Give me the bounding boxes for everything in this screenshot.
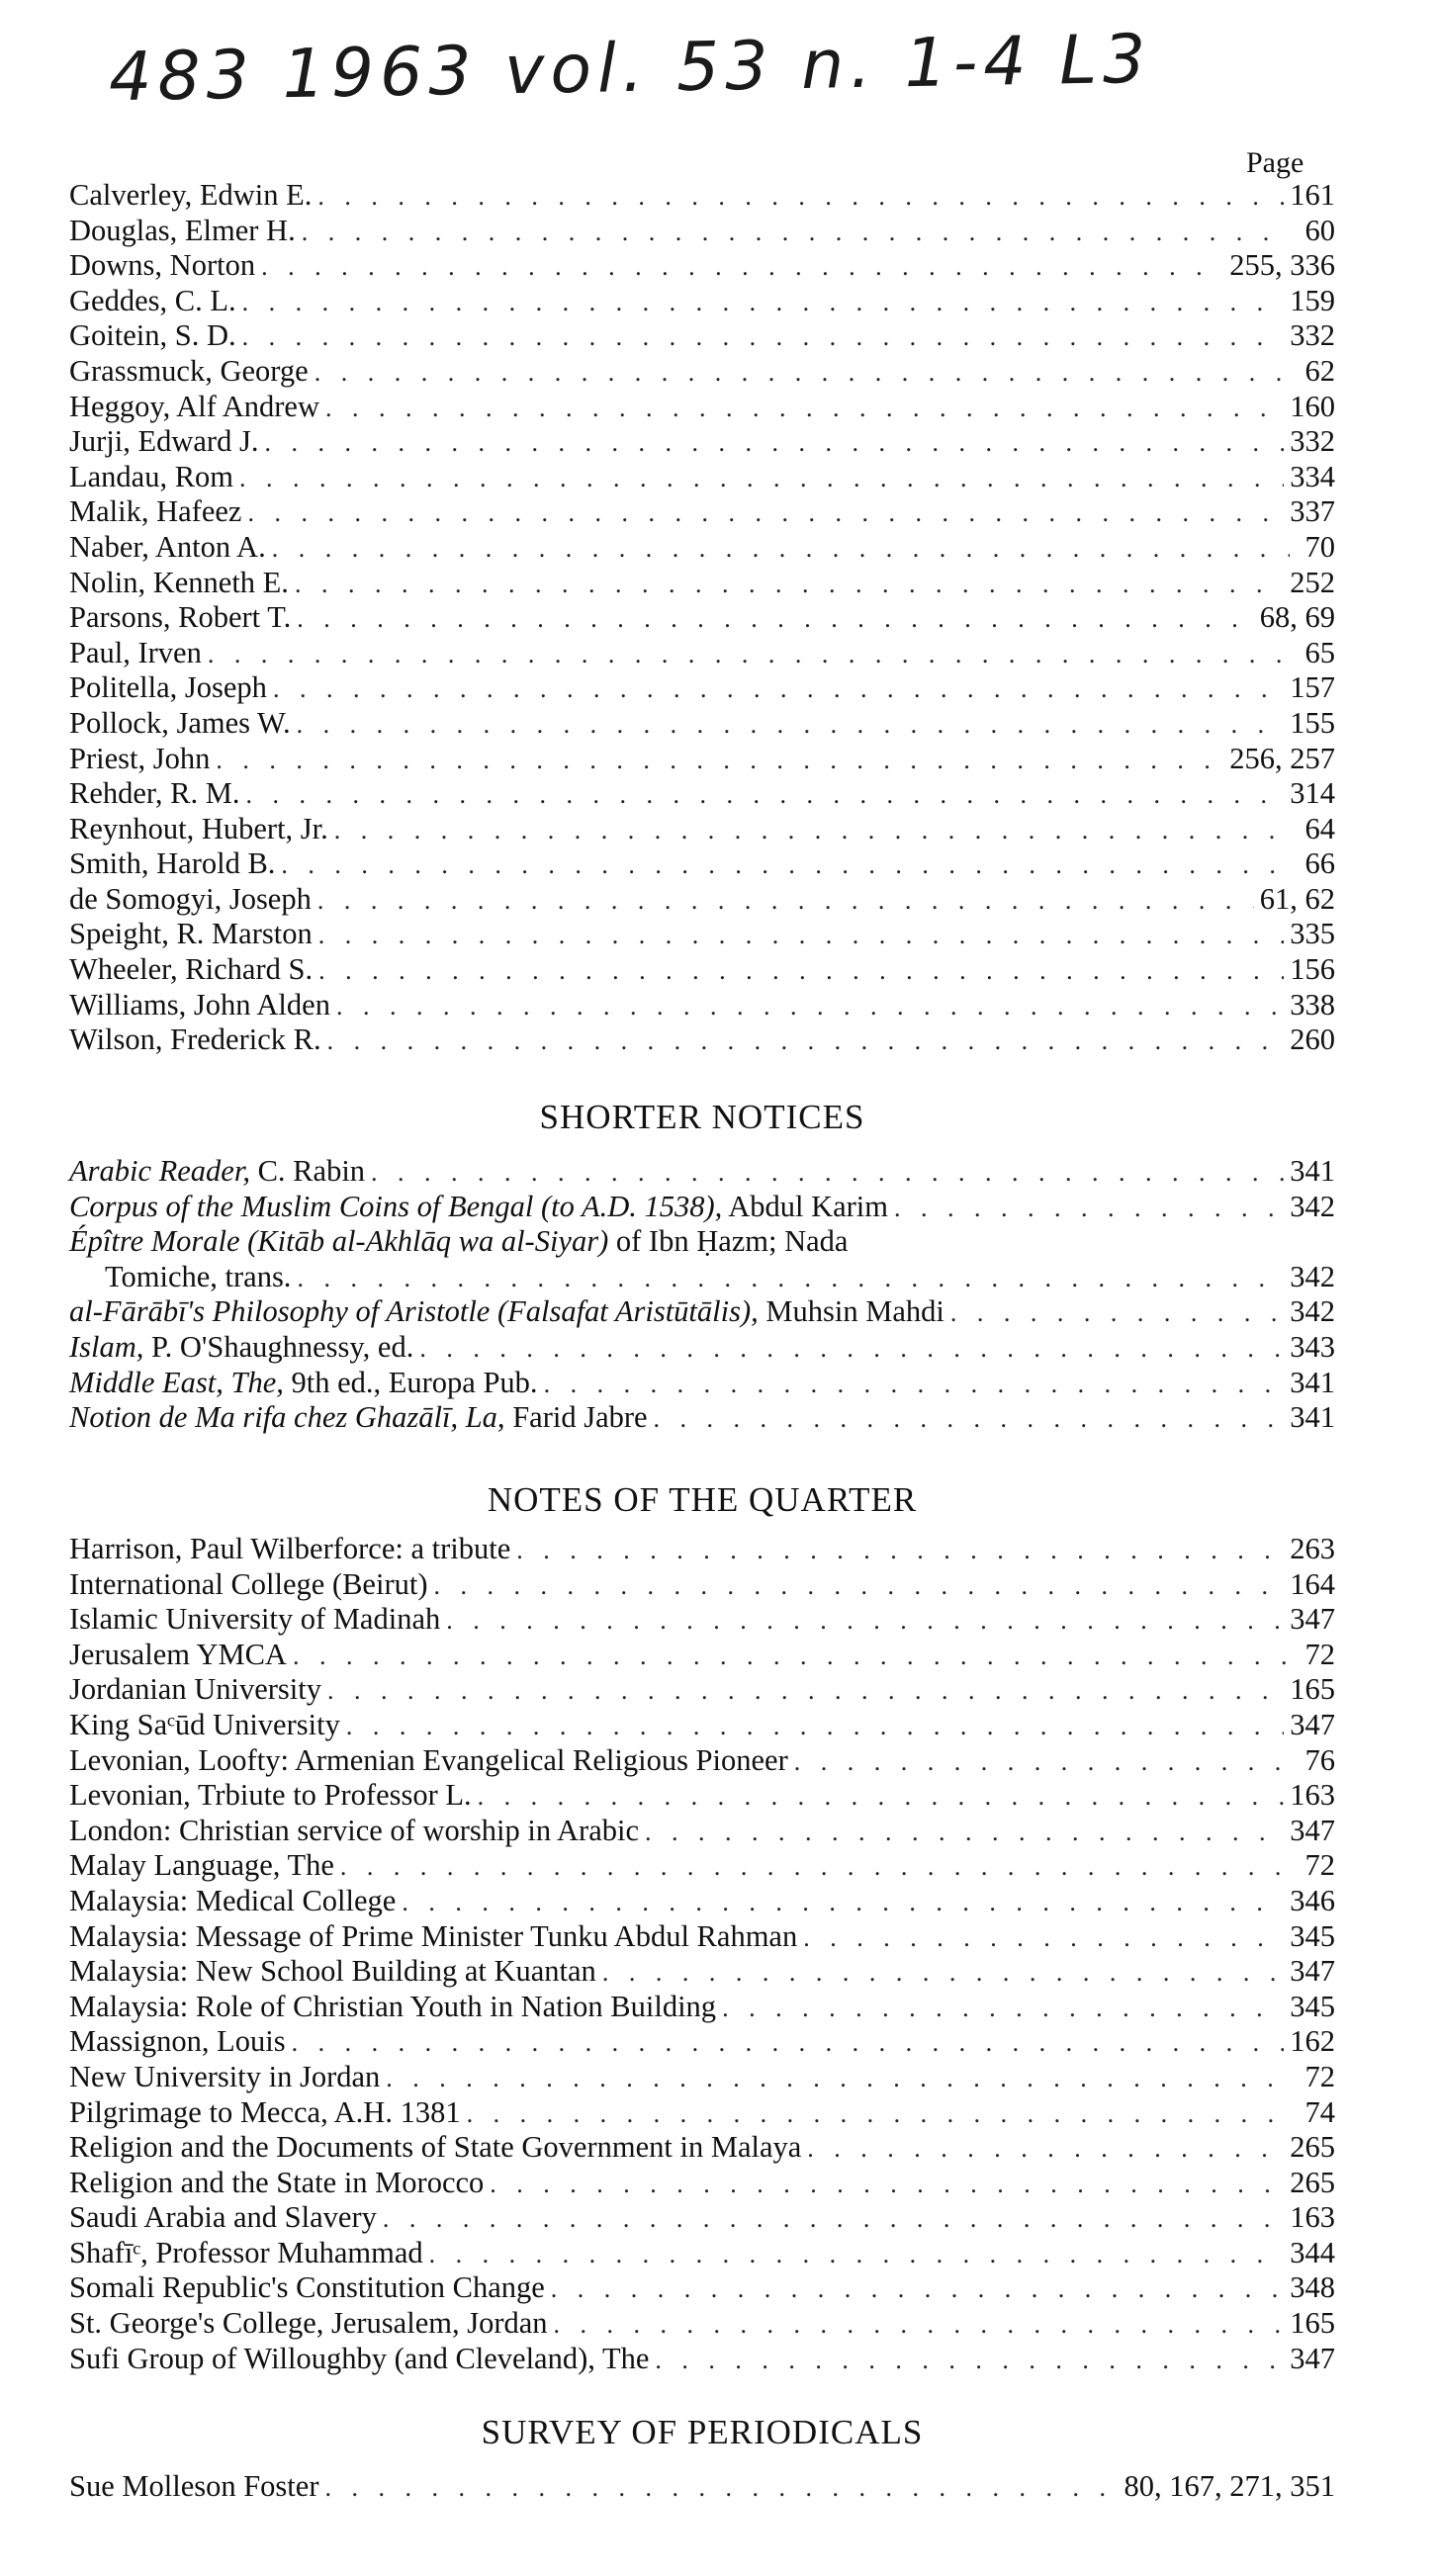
entry-name: Islamic University of Madinah	[69, 1602, 441, 1637]
dot-leader	[327, 1023, 1285, 1059]
index-entry	[69, 776, 1335, 812]
entry-name: Nolin, Kenneth E.	[69, 565, 289, 599]
index-entry	[69, 1672, 1335, 1708]
dot-leader	[247, 495, 1284, 531]
dot-leader	[242, 319, 1285, 355]
dot-leader	[264, 425, 1284, 461]
dot-leader	[402, 1885, 1284, 1920]
dot-leader	[317, 883, 1254, 919]
entry-page: 76	[1304, 1742, 1335, 1777]
dot-leader	[261, 249, 1223, 285]
notes-of-quarter-heading: NOTES OF THE QUARTER	[487, 1480, 918, 1519]
entry-page: 70	[1304, 529, 1335, 564]
dot-leader	[242, 285, 1285, 320]
entry-name: Calverley, Edwin E.	[69, 178, 313, 212]
index-entry	[69, 742, 1335, 777]
entry-page: 332	[1290, 318, 1335, 353]
dot-leader	[429, 2237, 1285, 2272]
entry-name: Sufi Group of Willoughby (and Cleveland), The	[69, 2341, 650, 2375]
entry-name: Shafīᶜ, Professor Muhammad	[69, 2235, 423, 2269]
entry-page: 337	[1290, 494, 1335, 529]
entry-page: 347	[1290, 1954, 1335, 1989]
index-entry	[69, 1022, 1335, 1058]
dot-leader	[245, 777, 1284, 813]
dot-leader	[807, 2131, 1284, 2167]
dot-leader	[292, 2025, 1285, 2061]
entry-name: Levonian, Trbiute to Professor L.	[69, 1778, 472, 1813]
dot-leader	[324, 2470, 1118, 2506]
entry-name: Jurji, Edward J.	[69, 424, 259, 459]
notice-entry	[69, 1190, 1335, 1225]
notice-line	[69, 1224, 1335, 1260]
dot-leader	[478, 1779, 1285, 1815]
index-entry	[69, 988, 1335, 1023]
entry-name: London: Christian service of worship in Arabic	[69, 1813, 640, 1847]
notice-author: Abdul Karim	[722, 1189, 889, 1223]
entry-name: Douglas, Elmer H.	[69, 213, 296, 247]
index-entry	[69, 1814, 1335, 1849]
entry-page: 345	[1290, 1918, 1335, 1953]
entry-page: 341	[1290, 1400, 1335, 1435]
entry-page: 60	[1304, 213, 1335, 247]
entry-page: 66	[1304, 846, 1335, 881]
notice-title: Arabic Reader,	[69, 1154, 250, 1188]
index-entry	[69, 882, 1335, 918]
entry-name: Malaysia: Role of Christian Youth in Nation Building	[69, 1989, 717, 2023]
entry-name: de Somogyi, Joseph	[69, 881, 312, 916]
notice-title: al-Fārābī's Philosophy of Aristotle (Falsafat Aristūtālis),	[69, 1294, 759, 1329]
index-entry	[69, 284, 1335, 319]
dot-leader	[516, 1533, 1284, 1568]
entry-name: Pollock, James W.	[69, 705, 291, 740]
notice-text	[69, 1366, 544, 1401]
index-entry	[69, 2469, 1335, 2505]
notice-author: P. O'Shaughnessy, ed.	[143, 1329, 414, 1364]
entry-page: 334	[1290, 459, 1335, 493]
entry-page: 160	[1290, 389, 1335, 423]
index-entry	[69, 706, 1335, 742]
index-entry	[69, 460, 1335, 495]
entry-name: Malaysia: Message of Prime Minister Tunku Abdul Rahman	[69, 1918, 798, 1953]
entry-page: 72	[1304, 1637, 1335, 1671]
index-entry	[69, 354, 1335, 390]
survey-heading: SURVEY OF PERIODICALS	[481, 2413, 924, 2451]
entry-page: 347	[1290, 1707, 1335, 1741]
dot-leader	[297, 1261, 1284, 1296]
index-entry	[69, 494, 1335, 530]
dot-leader	[419, 1331, 1284, 1367]
index-entry	[69, 2130, 1335, 2166]
index-entry	[69, 1848, 1335, 1884]
entry-name: Smith, Harold B.	[69, 846, 276, 881]
index-entry	[69, 390, 1335, 425]
notice-line	[69, 1260, 1335, 1295]
entry-page: 260	[1290, 1022, 1335, 1057]
dot-leader	[273, 671, 1284, 707]
notice-title: Middle East, The,	[69, 1365, 284, 1399]
dot-leader	[208, 637, 1290, 672]
entry-name: Malaysia: New School Building at Kuantan	[69, 1954, 596, 1989]
dot-leader	[302, 215, 1290, 250]
entry-name: Religion and the Documents of State Government in Malaya	[69, 2130, 802, 2165]
entry-page: 252	[1290, 565, 1335, 599]
notice-entry	[69, 1330, 1335, 1366]
notice-entry	[69, 1294, 1335, 1330]
index-entry	[69, 1638, 1335, 1673]
entry-page: 156	[1290, 952, 1335, 987]
entry-name: Levonian, Loofty: Armenian Evangelical Religious Pioneer	[69, 1742, 788, 1777]
dot-leader	[645, 1815, 1284, 1850]
entry-page: 342	[1290, 1259, 1335, 1293]
index-entry	[69, 1954, 1335, 1990]
entry-page: 68, 69	[1259, 600, 1335, 635]
dot-leader	[602, 1955, 1284, 1991]
entry-page: 80, 167, 271, 351	[1123, 2469, 1335, 2503]
entry-page: 162	[1290, 2024, 1335, 2059]
dot-leader	[336, 989, 1284, 1024]
entry-page: 344	[1290, 2235, 1335, 2269]
entry-page: 335	[1290, 917, 1335, 951]
authors-list	[69, 178, 1335, 1058]
dot-leader	[317, 179, 1284, 215]
notice-text	[69, 1294, 950, 1330]
notice-text	[69, 1400, 654, 1436]
dot-leader	[318, 918, 1285, 953]
entry-page: 61, 62	[1259, 881, 1335, 916]
dot-leader	[446, 1603, 1284, 1639]
entry-page: 159	[1290, 283, 1335, 317]
entry-page: 163	[1290, 1778, 1335, 1813]
entry-page: 343	[1290, 1329, 1335, 1364]
dot-leader	[434, 1568, 1285, 1604]
index-entry	[69, 636, 1335, 671]
entry-name: New University in Jordan	[69, 2059, 381, 2093]
index-entry	[69, 2166, 1335, 2201]
notice-entry	[69, 1366, 1335, 1401]
index-entry	[69, 318, 1335, 354]
entry-page: 62	[1304, 353, 1335, 388]
entry-name: Harrison, Paul Wilberforce: a tribute	[69, 1532, 511, 1565]
index-entry	[69, 812, 1335, 847]
entry-page: 165	[1290, 1672, 1335, 1707]
dot-leader	[467, 2096, 1290, 2132]
entry-name: Grassmuck, George	[69, 353, 309, 388]
dot-leader	[490, 2167, 1284, 2202]
entry-page: 342	[1290, 1189, 1335, 1223]
dot-leader	[551, 2271, 1284, 2307]
dot-leader	[216, 743, 1223, 778]
index-entry	[69, 214, 1335, 249]
entry-page: 345	[1290, 1989, 1335, 2023]
dot-leader	[315, 355, 1290, 391]
page-column-heading: Page	[1246, 146, 1304, 179]
entry-page: 255, 336	[1229, 248, 1335, 283]
index-entry	[69, 2342, 1335, 2377]
entry-page: 64	[1304, 811, 1335, 845]
dot-leader	[386, 2061, 1290, 2096]
notice-text	[69, 1154, 371, 1190]
entry-page: 165	[1290, 2306, 1335, 2341]
index-entry	[69, 1778, 1335, 1814]
dot-leader	[327, 1673, 1284, 1709]
entry-name: Heggoy, Alf Andrew	[69, 389, 319, 423]
index-entry	[69, 2060, 1335, 2095]
index-entry	[69, 566, 1335, 601]
entry-name: Landau, Rom	[69, 459, 234, 493]
entry-page: 72	[1304, 2059, 1335, 2093]
index-entry	[69, 2270, 1335, 2306]
dot-leader	[334, 813, 1290, 848]
index-entry	[69, 1919, 1335, 1955]
entry-page: 256, 257	[1229, 741, 1335, 775]
index-entry	[69, 1708, 1335, 1743]
dot-leader	[346, 1709, 1284, 1744]
notice-entry	[69, 1400, 1335, 1436]
index-entry	[69, 1532, 1335, 1567]
index-entry	[69, 178, 1335, 214]
notice-author: Muhsin Mahdi	[758, 1294, 944, 1329]
notice-author: Farid Jabre	[504, 1400, 648, 1435]
index-entry	[69, 1884, 1335, 1919]
entry-name: Paul, Irven	[69, 635, 202, 669]
entry-name: Malay Language, The	[69, 1848, 334, 1883]
entry-page: 265	[1290, 2130, 1335, 2165]
entry-name: Massignon, Louis	[69, 2024, 286, 2059]
entry-page: 338	[1290, 987, 1335, 1022]
dot-leader	[383, 2201, 1284, 2237]
index-entry	[69, 2306, 1335, 2342]
entry-name: Parsons, Robert T.	[69, 600, 292, 635]
dot-leader	[722, 1991, 1284, 2026]
entry-page: 155	[1290, 705, 1335, 740]
entry-name: Williams, John Alden	[69, 987, 330, 1022]
entry-name: Politella, Joseph	[69, 670, 267, 705]
entry-page: 347	[1290, 1602, 1335, 1637]
notice-author: of Ibn Ḥazm; Nada	[608, 1224, 849, 1259]
entry-name: Wilson, Frederick R.	[69, 1022, 321, 1057]
entry-page: 163	[1290, 2200, 1335, 2235]
entry-page: 346	[1290, 1883, 1335, 1917]
entry-name: Malaysia: Medical College	[69, 1883, 397, 1917]
notice-entry	[69, 1224, 1335, 1294]
shorter-notices-list	[69, 1154, 1335, 1436]
entry-name: Wheeler, Richard S.	[69, 952, 314, 987]
entry-name: Rehder, R. M.	[69, 776, 240, 811]
entry-name: Jerusalem YMCA	[69, 1637, 287, 1671]
index-entry	[69, 1602, 1335, 1638]
dot-leader	[293, 1639, 1290, 1674]
entry-name: Saudi Arabia and Slavery	[69, 2200, 377, 2235]
entry-page: 342	[1290, 1294, 1335, 1329]
shorter-notices-heading: SHORTER NOTICES	[539, 1098, 865, 1136]
index-entry	[69, 2024, 1335, 2060]
entry-page: 347	[1290, 2341, 1335, 2375]
entry-name: Downs, Norton	[69, 248, 256, 283]
dot-leader	[554, 2307, 1285, 2343]
notice-text	[69, 1190, 894, 1225]
index-entry	[69, 2095, 1335, 2131]
entry-name: Pilgrimage to Mecca, A.H. 1381	[69, 2094, 461, 2129]
survey-list	[69, 2469, 1335, 2505]
dot-leader	[297, 707, 1285, 743]
dot-leader	[297, 601, 1254, 637]
index-entry	[69, 1990, 1335, 2025]
dot-leader	[544, 1367, 1285, 1402]
notice-author: 9th ed., Europa Pub.	[283, 1365, 538, 1399]
index-entry	[69, 846, 1335, 882]
index-entry	[69, 952, 1335, 988]
index-entry	[69, 600, 1335, 636]
index-entry	[69, 917, 1335, 952]
entry-page: 348	[1290, 2270, 1335, 2305]
notice-title: Corpus of the Muslim Coins of Bengal (to A.D. 1538),	[69, 1189, 723, 1223]
dot-leader	[325, 391, 1284, 426]
entry-page: 332	[1290, 424, 1335, 459]
entry-name: Somali Republic's Constitution Change	[69, 2270, 545, 2305]
entry-name: Priest, John	[69, 741, 211, 775]
dot-leader	[371, 1155, 1284, 1191]
entry-name: Sue Molleson Foster	[69, 2469, 319, 2503]
entry-page: 161	[1290, 178, 1335, 212]
entry-name: King Saᶜūd University	[69, 1707, 340, 1741]
entry-name: Naber, Anton A.	[69, 529, 266, 564]
entry-name: Speight, R. Marston	[69, 917, 313, 951]
notice-text	[69, 1330, 419, 1366]
entry-page: 164	[1290, 1566, 1335, 1601]
index-entry	[69, 2236, 1335, 2271]
entry-name: Reynhout, Hubert, Jr.	[69, 811, 328, 845]
entry-page: 263	[1290, 1532, 1335, 1565]
dot-leader	[318, 953, 1284, 989]
index-entry	[69, 1743, 1335, 1779]
entry-name: Malik, Hafeez	[69, 494, 242, 529]
notice-entry	[69, 1154, 1335, 1190]
notice-author: C. Rabin	[249, 1154, 366, 1188]
entry-page: 65	[1304, 635, 1335, 669]
entry-page: 347	[1290, 1813, 1335, 1847]
entry-name: Goitein, S. D.	[69, 318, 236, 353]
dot-leader	[950, 1295, 1284, 1331]
index-entry	[69, 670, 1335, 706]
entry-page: 72	[1304, 1848, 1335, 1883]
dot-leader	[239, 461, 1284, 496]
entry-page: 341	[1290, 1365, 1335, 1399]
dot-leader	[894, 1191, 1284, 1226]
entry-page: 265	[1290, 2165, 1335, 2199]
notes-of-quarter-list	[69, 1532, 1335, 2376]
index-entry	[69, 248, 1335, 284]
dot-leader	[340, 1849, 1290, 1885]
entry-page: 157	[1290, 670, 1335, 705]
dot-leader	[654, 1401, 1285, 1437]
entry-name: Religion and the State in Morocco	[69, 2165, 485, 2199]
dot-leader	[794, 1744, 1290, 1780]
notice-title: Notion de Ma rifa chez Ghazālī, La,	[69, 1400, 505, 1435]
notice-title: Islam,	[69, 1329, 144, 1364]
index-entry	[69, 2200, 1335, 2236]
index-entry	[69, 424, 1335, 460]
entry-page: 314	[1290, 776, 1335, 811]
notice-title: Épître Morale (Kitāb al-Akhlāq wa al-Siyar)	[69, 1224, 609, 1259]
handwritten-call-number: 483 1963 vol. 53 n. 1-4 L3	[108, 20, 1152, 118]
entry-name: International College (Beirut)	[69, 1566, 428, 1601]
entry-name: Geddes, C. L.	[69, 283, 236, 317]
dot-leader	[655, 2343, 1284, 2378]
dot-leader	[281, 847, 1290, 883]
entry-name: St. George's College, Jerusalem, Jordan	[69, 2306, 548, 2341]
entry-name: Jordanian University	[69, 1672, 321, 1707]
entry-page: 74	[1304, 2094, 1335, 2129]
dot-leader	[272, 531, 1290, 567]
index-entry	[69, 1567, 1335, 1603]
dot-leader	[803, 1920, 1284, 1956]
entry-page: 341	[1290, 1154, 1335, 1188]
index-entry	[69, 530, 1335, 566]
dot-leader	[295, 567, 1284, 602]
notice-continuation: Tomiche, trans.	[105, 1259, 292, 1293]
